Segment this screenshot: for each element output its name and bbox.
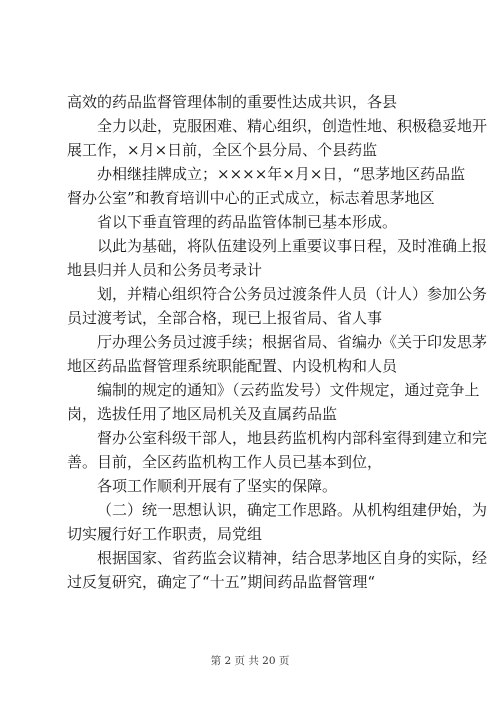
text-line: 督办公室”和教育培训中心的正式成立，标志着思茅地区 bbox=[67, 189, 435, 207]
text-line: 全力以赴，克服困难、精心组织，创造性地、积极稳妥地开 bbox=[97, 117, 488, 135]
text-line: 展工作，×月×日前，全区个县分局、个县药监 bbox=[67, 141, 378, 159]
page-footer: 第 2 页 共 20 页 bbox=[210, 655, 290, 667]
text-line: 切实履行好工作职责，局党组 bbox=[67, 525, 263, 543]
text-line: 办相继挂牌成立；××××年×月×日，“思茅地区药品监 bbox=[97, 165, 466, 183]
text-line: 厅办理公务员过渡手续；根据省局、省编办《关于印发思茅 bbox=[97, 333, 488, 351]
text-line: 善。目前，全区药监机构工作人员已基本到位， bbox=[67, 453, 383, 471]
text-line: 根据国家、省药监会议精神，结合思茅地区自身的实际，经 bbox=[97, 549, 488, 567]
text-line: 地县归并人员和公务员考录计 bbox=[67, 261, 263, 279]
text-line: （二）统一思想认识，确定工作思路。从机构组建伊始，为 bbox=[97, 501, 488, 519]
text-line: 员过渡考试，全部合格，现已上报省局、省人事 bbox=[67, 309, 383, 327]
text-line: 高效的药品监督管理体制的重要性达成共识，各县 bbox=[67, 93, 398, 111]
text-line: 地区药品监督管理系统职能配置、内设机构和人员 bbox=[67, 357, 398, 375]
body-text bbox=[67, 90, 488, 594]
text-line: 以此为基础，将队伍建设列上重要议事日程，及时准确上报 bbox=[97, 237, 488, 255]
text-line: 岗，选拔任用了地区局机关及直属药品监 bbox=[67, 405, 338, 423]
text-line: 省以下垂直管理的药品监管体制已基本形成。 bbox=[97, 213, 398, 231]
text-line: 编制的规定的通知》（云药监发号）文件规定，通过竞争上 bbox=[97, 381, 480, 399]
text-line: 过反复研究，确定了“十五”期间药品监督管理“ bbox=[67, 573, 376, 591]
text-line: 划，并精心组织符合公务员过渡条件人员（计人）参加公务 bbox=[97, 285, 488, 303]
text-line: 督办公室科级干部人，地县药监机构内部科室得到建立和完 bbox=[97, 429, 488, 447]
text-line: 各项工作顺利开展有了坚实的保障。 bbox=[97, 477, 338, 495]
